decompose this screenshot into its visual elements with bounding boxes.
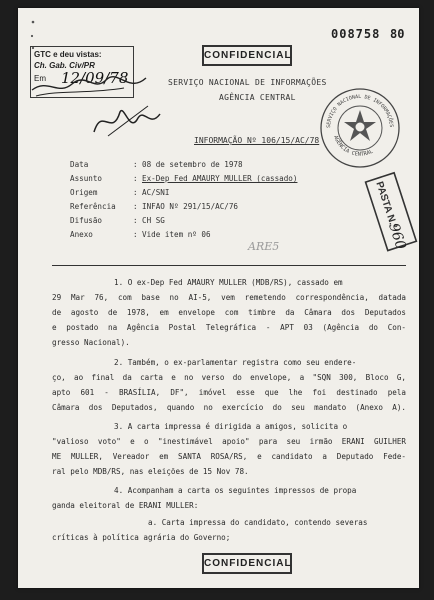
- body-line: 2. Também, o ex-parlamentar registra como seu endere-: [114, 358, 357, 367]
- seal-bottom-text: AGÊNCIA CENTRAL: [332, 134, 375, 158]
- page-number: 80: [390, 27, 405, 41]
- handwritten-scribble: [28, 70, 158, 100]
- folder-stamp-number: 960: [385, 221, 409, 252]
- classification-stamp-bottom: CONFIDENCIAL: [202, 553, 292, 574]
- folder-stamp-label: PASTA N.º: [373, 180, 399, 230]
- classification-stamp-top: CONFIDENCIAL: [202, 45, 292, 66]
- body-line: apto 601 - BRASÍLIA, DF", imóvel esse que lhe foi destinado pela: [52, 388, 406, 397]
- routing-stamp-line3: Em: [34, 74, 46, 83]
- body-line: ral pelo MDB/RS, nas eleições de 15 Nov 78.: [52, 467, 249, 476]
- body-line: Câmara dos Deputados, quando no exercício do seu mandato (Anexo A).: [52, 403, 406, 412]
- seal-top-text: SERVIÇO NACIONAL DE INFORMAÇÕES: [325, 93, 395, 129]
- body-line: e postado na Agência Postal Telegráfica - APT 03 (Agência do Con-: [52, 323, 406, 332]
- routing-stamp-line2: Ch. Gab. Civ/PR: [34, 61, 95, 70]
- body-line: ço, ao final da carta e no verso do envelope, a "SQN 300, Bloco G,: [52, 373, 406, 382]
- organization-name: SERVIÇO NACIONAL DE INFORMAÇÕES: [168, 78, 327, 87]
- body-line: ganda eleitoral de ERANI MULLER:: [52, 501, 199, 510]
- folder-number-stamp: [362, 170, 418, 254]
- body-line: a. Carta impressa do candidato, contendo severas: [148, 518, 368, 527]
- organization-unit: AGÊNCIA CENTRAL: [219, 93, 296, 102]
- routing-stamp-handwritten-date: 12/09/78: [61, 69, 129, 87]
- body-line: "valioso voto" e o "inestimável apoio" para seu irmão ERANI GUILHER: [52, 437, 406, 446]
- body-line: de agosto de 1978, em envelope com timbre da Câmara dos Deputados: [52, 308, 406, 317]
- section-divider: [52, 265, 406, 266]
- body-line: 29 Mar 76, com base no AI-5, vem remetendo correspondência, datada: [52, 293, 406, 302]
- routing-stamp-line1: GTC e deu vistas:: [34, 50, 102, 59]
- information-title: INFORMAÇÃO Nº 106/15/AC/78: [194, 136, 320, 145]
- body-line: 1. O ex-Dep Fed AMAURY MULLER (MDB/RS), cassado em: [114, 278, 343, 287]
- body-line: 3. A carta impressa é dirigida a amigos, solicita o: [114, 422, 348, 431]
- official-seal: [318, 86, 402, 170]
- document-number: 008758: [331, 27, 381, 41]
- body-line: críticas à política agrária do Governo;: [52, 533, 231, 542]
- body-line: 4. Acompanham a carta os seguintes impressos de propa: [114, 486, 357, 495]
- handwritten-note: ARE5: [248, 240, 280, 253]
- body-line: gresso Nacional).: [52, 338, 130, 347]
- document-page: 008758 80 CONFIDENCIAL GTC e deu vistas: Ch. Gab. Civ/PR Em 12/09/78 SERVIÇO NACIONAL DE INFORMAÇÕES AGÊNCIA CENTRAL SERVIÇO NACIONAL DE INFORMAÇÕES AGÊNCIA CENTRAL INFORMAÇÃO Nº 106/15/AC/78 PASTA N.º 960 Data : 08 de setembro de 1978 Assunto : Ex-Dep Fed AMAURY MULLER (cassado) Origem : AC/SNI Referência : INFAO Nº 291/15/AC/76 Difusão : CH SG Anexo : Vide item nº 06 ARE5 1. O ex-Dep Fed AMAURY MULLER (MDB/RS), cassado em 29 Mar 76, com base no AI-5, vem remetendo correspondência, datada de agosto de 1978, em envelope com timbre da Câmara dos Deputados e postado na Agência Postal Telegráfica - APT 03 (Agência do Con- gresso Nacional). 2. Também, o ex-parlamentar registra como seu endere- ço, ao final da carta e no verso do envelope, a "SQN 300, Bloco G, apto 601 - BRASÍLIA, DF", imóvel esse que lhe foi destinado pela Câmara dos Deputados, quando no exercício do seu mandato (Anexo A). 3. A carta impressa é dirigida a amigos, solicita o "valioso voto" e o "inestimável apoio" para seu irmão ERANI GUILHER ME MULLER, Vereador em SANTA ROSA/RS, e candidato a Deputado Fede- ral pelo MDB/RS, nas eleições de 15 Nov 78. 4. Acompanham a carta os seguintes impressos de propa ganda eleitoral de ERANI MULLER: a. Carta impressa do candidato, contendo severas críticas à política agrária do Governo; CONFIDENCIAL: [18, 8, 419, 588]
- body-line: ME MULLER, Vereador em SANTA ROSA/RS, e candidato a Deputado Fede-: [52, 452, 406, 461]
- signature: [88, 98, 168, 143]
